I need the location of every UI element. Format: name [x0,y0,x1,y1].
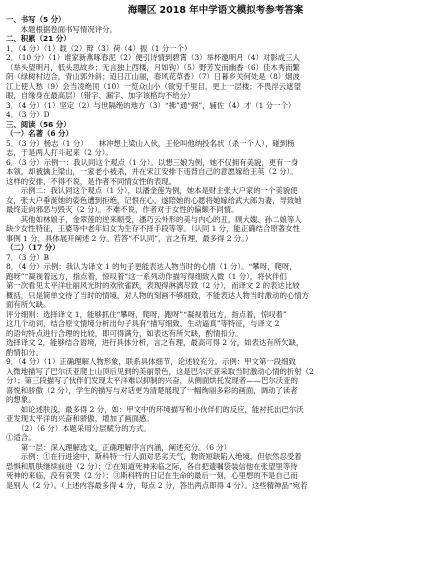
answer-line: 9．（4 分）（1）正确理解人物形象，联系具体细节，论述较充分。示例：甲文第一段细致 [6,357,296,366]
answer-line: 概括，只是简单交待了当时的情境，对人物的刻画不够细致，不能表达人物当时激动的心情方 [6,290,310,300]
answer-line: 亚发现太平洋的兴奋和骄傲，增加了画面感。 [6,414,154,423]
answer-line: 3．（4 分）（1）坚定（2）与世隔绝的地方（3）“拂”通“弼”，辅佐（4）才（1 分一个） [6,100,296,110]
section-heading: 一、书写（5 分） [6,15,66,24]
answer-line: 事例 1 分，具体展开阐述 2 分。若答“不认同”，言之有理，最多得 2 分。） [6,233,253,243]
answer-line: 评分细则：选择译文 1，能够抓住“攀呀，爬呀，跑呀”“凝视着远方，指点着，惊叹着” [6,309,287,319]
section-heading: 三、阅读（56 分） [6,119,71,129]
answer-line: 本题根据卷面书写情况评分。 [6,24,117,34]
answer-line: 7．（3 分）B [6,252,50,262]
answer-line: 这样的安排，不得不说，是作者不同情女性的表现。 [6,176,176,186]
answer-line: 如论述肤浅，最多得 2 分，如：甲文中的环境描写和小伙伴们的反应，能衬托出巴尔沃 [6,404,304,414]
answer-line: 2．（10 分）（1）谁家新燕啄春泥（2）便引诗情到碧霄（3）举杯邀明月（4）对影成三人 [6,53,300,62]
answer-line: 示例：①在行进途中，斯科特一行人面对恶劣天气，物资短缺陷入绝境，但依然忍受着 [6,452,302,461]
answer-line: 是别人（2 分）。（上述内容最多得 4 分，每点 2 分，答出两点即得 4 分）。这些精神品“宛若 [6,480,308,490]
answer-line: 这几个动词，结合原文情境分析出句子具有“描写细致、生动逼真”等特征，与译文 2 [6,319,280,328]
answer-line: 志，于是两人打斗起来（2 分）。 [6,148,113,157]
answer-line: 跑呀”“凝视着远方，指点着，惊叹着”这一系列动作描写得细致入微（1 分），将伙伴们 [6,271,287,281]
answer-line: 8．（4 分）示例：我认为译文 1 的句子更能表达人物当时的心情（1 分）。“攀呀，爬呀， [6,262,297,271]
answer-line: 喜悦和骄傲（2 分），学生的描写与对话更为清楚展现了一幅绚丽多彩的画面，调动了读者 [6,385,298,395]
answer-line: 4．（3 分）D [6,110,50,119]
answer-line: 示例二：我认同这个观点（1 分），以潘金莲为例，她本是财主张大户家的一个美貌使 [6,186,298,195]
answer-key-body [6,15,430,490]
answer-line: 第一次看见太平洋壮丽风光时的欢欣雀跃，表现得淋漓尽致（2 分），而译文 2 的表达比较 [6,281,300,290]
answer-line: 死神的来临，没有哀哭（2 分）；③斯科特的日记在生命的最后一刻，心里想的不是自己而 [6,471,298,480]
answer-line: （举头望明月，低头思故乡；无言独上西楼，月如钩）（5）野芳发而幽香（6）佳木秀而繁 [6,62,300,72]
answer-line: （2）（6 分）本题采用分层赋分的方式。 [6,423,151,433]
answer-line: 本领，却被擒上梁山，一家老小被杀，并在宋江安排下违背自己的意愿嫁给王英（2 分）。 [6,167,298,176]
section-heading: 二、积累（21 分） [6,34,71,43]
answer-line: 入微地描写了巴尔沃亚爬上山顶后见到的美丽景色，这是巴尔沃亚采取当时激动心情的折射（2 [6,366,314,376]
answer-line: 5．（3 分）杨志（1 分） 林冲想上梁山入伙，王伦叫他纳投名状（杀一个人），碰到杨 [6,138,295,148]
answer-line: 面有所欠缺。 [6,300,51,309]
answer-line: 第一层：深入理解选文，正确理解序言内涵，阐述充分。（6 分） [6,442,232,452]
answer-line: 恐惧和肌肤继续前进（2 分）；②在知道死神来临之际，各自把遗嘱袋装信他在张望里等待 [6,461,298,471]
subsection-heading: （一）名著（6 分） [6,129,73,138]
answer-line: 1．（4 分）（1）载（2）辩（3）荷（4）振（1 分一个） [6,43,192,53]
answer-line: ①适合。 [6,433,36,442]
answer-line: 的想象。 [6,395,36,404]
subsection-heading: （二）（17 分） [6,243,60,252]
answer-line: 其他如林娘子、金翠莲的逆来顺受，潘巧云外形的美与内心的丑，顾大嫂、孙二娘等人 [6,214,302,224]
answer-line: 女，张大户垂涎她的姿色遭到拒绝，记恨在心，遂陪她的心愿将她嫁给武大郎为妻，导致她 [6,195,302,205]
answer-line: 江上使人愁（9）会当凌绝顶（10）一览众山小（欲穷千里目，更上一层楼；不畏浮云遮望 [6,81,301,91]
answer-line: 分）；第三段描写了伙伴们发现太平洋难以抑制的兴奋，从侧面烘托发现者——巴尔沃亚的 [6,376,298,385]
answer-line: 的语句特点进行合理的比较，即可得满分，如表达有所欠缺，酌情扣分。 [6,328,243,338]
answer-line: 6．（3 分）示例一：我认同这个观点（1 分）。以想三娘为例，她不仅拥有美貌，更有一身 [6,157,299,167]
answer-line: 选择译文 2，能够结合语境，进行具体分析，言之有理，最高可得 2 分，如表达有所欠缺， [6,338,304,347]
answer-line: 阴（绿树村边合，青山郭外斜；迢日江山丽，春风花草香）（7）日暮乡关何处是（8）烟波 [6,72,300,81]
answer-line: 酌情扣分。 [6,347,43,357]
answer-line: 最终走向邪恶与毁灭（2 分）。不难不说，作者对于女性的偏颇不同情。 [6,205,239,214]
document-title: 海曙区 2018 年中学语文模拟考参考答案 [127,5,304,16]
answer-line: 眼，自缘身在最高层）（错字、漏字、加字该格均不给分） [6,91,195,100]
answer-line: 缺少女性特征，王婆等中老年妇女为生存不择手段等等。（认同 1 分，能正确结合原著女性 [6,224,300,233]
